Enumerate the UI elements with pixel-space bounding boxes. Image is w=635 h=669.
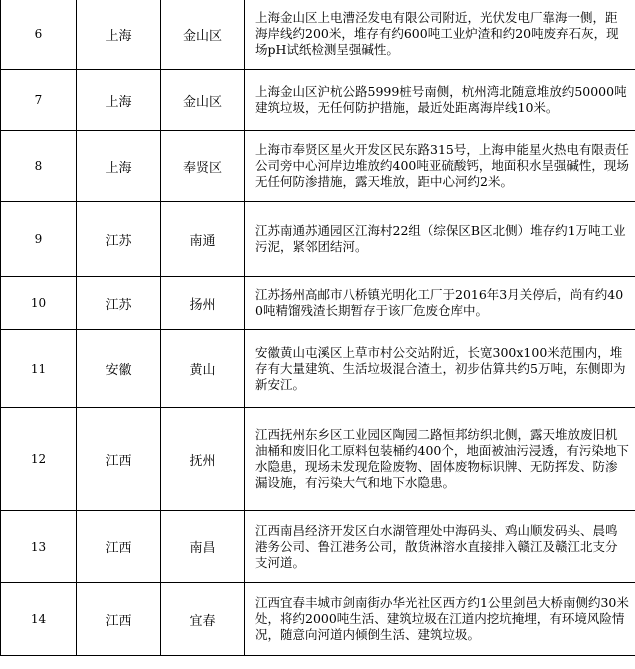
table-row (1, 277, 635, 330)
district-cell: 金山区 (161, 70, 245, 131)
province-cell: 江西 (77, 583, 161, 656)
row-number: 14 (1, 583, 77, 656)
description-cell: 安徽黄山屯溪区上草市村公交站附近，长宽300x100米范围内，堆存有大量建筑、生活垃圾混合渣土，初步估算共约5万吨，东侧即为新安江。 (245, 330, 635, 408)
description-cell: 江西宜春丰城市剑南街办华光社区西方约1公里剑邑大桥南侧约30米处，将约2000吨生活、建筑垃圾在江道内挖坑掩埋，有环境风险情况，随意向河道内倾倒生活、建筑垃圾。 (245, 583, 635, 656)
province-cell: 上海 (77, 0, 161, 70)
table-row (1, 330, 635, 408)
province-cell: 上海 (77, 131, 161, 202)
district-cell: 南通 (161, 202, 245, 277)
district-cell: 奉贤区 (161, 131, 245, 202)
row-number: 11 (1, 330, 77, 408)
description-cell: 江西南昌经济开发区白水湖管理处中海码头、鸡山顺发码头、晨鸣港务公司、鲁江港务公司，散货淋溶水直接排入赣江及赣江北支分支河道。 (245, 511, 635, 583)
district-cell: 宜春 (161, 583, 245, 656)
row-number: 6 (1, 0, 77, 70)
province-cell: 江西 (77, 408, 161, 511)
table-row (1, 511, 635, 583)
table-row (1, 583, 635, 656)
table-row (1, 0, 635, 70)
description-cell: 上海市奉贤区星火开发区民东路315号，上海申能星火热电有限责任公司旁中心河岸边堆放约400吨亚硫酸钙，地面积水呈强碱性，现场无任何防渗措施，露天堆放，距中心河约2米。 (245, 131, 635, 202)
district-cell: 黄山 (161, 330, 245, 408)
table-row (1, 408, 635, 511)
row-number: 8 (1, 131, 77, 202)
province-cell: 江苏 (77, 277, 161, 330)
row-number: 7 (1, 70, 77, 131)
row-number: 13 (1, 511, 77, 583)
table-row (1, 70, 635, 131)
row-number: 12 (1, 408, 77, 511)
district-cell: 南昌 (161, 511, 245, 583)
description-cell: 上海金山区沪杭公路5999桩号南侧，杭州湾北随意堆放约50000吨建筑垃圾，无任何防护措施，最近处距离海岸线10米。 (245, 70, 635, 131)
province-cell: 江苏 (77, 202, 161, 277)
description-cell: 江苏扬州高邮市八桥镇光明化工厂于2016年3月关停后，尚有约400吨精馏残渣长期暂存于该厂危废仓库中。 (245, 277, 635, 330)
province-cell: 江西 (77, 511, 161, 583)
district-cell: 抚州 (161, 408, 245, 511)
row-number: 9 (1, 202, 77, 277)
table-row (1, 202, 635, 277)
province-cell: 安徽 (77, 330, 161, 408)
province-cell: 上海 (77, 70, 161, 131)
description-cell: 江西抚州东乡区工业园区陶园二路恒邦纺织北侧，露天堆放废旧机油桶和废旧化工原料包装桶约400个，地面被油污浸透，有污染地下水隐患，现场未发现危险废物、固体废物标识牌、无防挥发、防渗漏设施，有污染大气和地下水隐患。 (245, 408, 635, 511)
description-cell: 上海金山区上电漕泾发电有限公司附近，光伏发电厂靠海一侧，距海岸线约200米，堆存有约600吨工业炉渣和约20吨废弃石灰，现场pH试纸检测呈强碱性。 (245, 0, 635, 70)
district-cell: 扬州 (161, 277, 245, 330)
description-cell: 江苏南通苏通园区江海村22组（综保区B区北侧）堆存约1万吨工业污泥，紧邻团结河。 (245, 202, 635, 277)
district-cell: 金山区 (161, 0, 245, 70)
table-row (1, 131, 635, 202)
row-number: 10 (1, 277, 77, 330)
